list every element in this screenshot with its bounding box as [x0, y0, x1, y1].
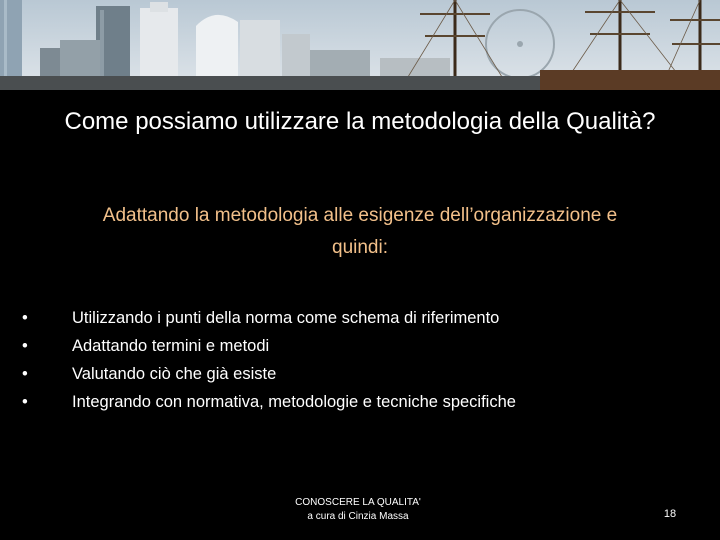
bullet-list	[20, 304, 516, 416]
slide-title: Come possiamo utilizzare la metodologia della Qualità?	[64, 108, 656, 135]
slide-subtitle: Adattando la metodologia alle esigenze dell’organizzazione e quindi:	[102, 205, 618, 258]
list-item	[20, 332, 516, 360]
slide-footer	[258, 496, 458, 524]
harbor-skyline-image	[0, 0, 720, 90]
bullet-text: Utilizzando i punti della norma come schema di riferimento	[72, 309, 500, 327]
page-number: 18	[663, 508, 677, 520]
bullet-icon: •	[22, 337, 28, 355]
bullet-icon: •	[22, 393, 28, 411]
bullet-text: Adattando termini e metodi	[72, 337, 270, 355]
bullet-text: Integrando con normativa, metodologie e tecniche specifiche	[72, 393, 516, 411]
list-item	[20, 304, 516, 332]
header-photo-banner	[0, 0, 720, 90]
footer-author: a cura di Cinzia Massa	[307, 511, 409, 522]
bullet-icon: •	[22, 365, 28, 383]
footer-title: CONOSCERE LA QUALITA'	[295, 497, 421, 508]
list-item	[20, 388, 516, 416]
bullet-text: Valutando ciò che già esiste	[72, 365, 277, 383]
list-item	[20, 360, 516, 388]
bullet-icon: •	[22, 309, 28, 327]
